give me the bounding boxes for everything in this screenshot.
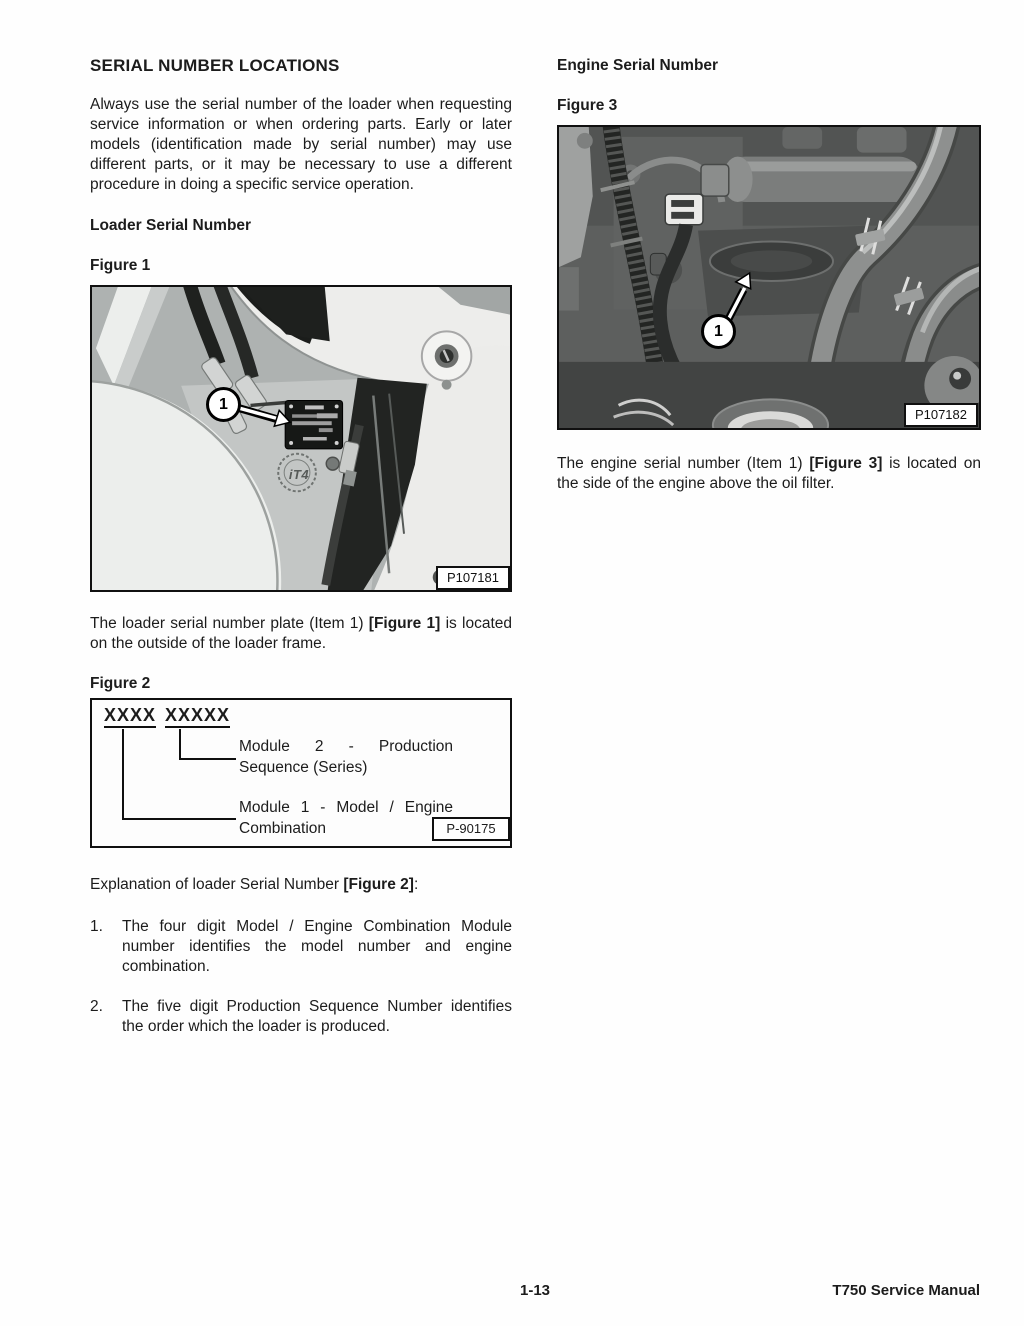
loader-frame-photo-illustration — [92, 287, 510, 590]
intro-paragraph: Always use the serial number of the loader when requesting service information or when ordering parts. Early or later models (identification made by serial number) may use different parts, or it may be necessary to use a different procedure in doing a specific service operation. — [90, 96, 512, 193]
list-item — [90, 997, 512, 1037]
list-item — [90, 917, 512, 977]
caption1-post: is located on the outside of the loader frame. — [90, 615, 513, 652]
loader-serial-heading: Loader Serial Number — [90, 217, 252, 234]
callout-1-number: 1 — [219, 395, 228, 413]
explanation-post: : — [413, 876, 419, 893]
figure2-diagram — [90, 698, 512, 848]
explanation-line — [90, 875, 512, 895]
figure1-caption — [90, 614, 512, 654]
figure2-photo-id: P-90175 — [432, 817, 510, 841]
caption1-figure-ref: [Figure 1] — [368, 615, 441, 632]
list-item-text: The four digit Model / Engine Combination Module number identifies the model number and engine combination. — [122, 918, 512, 975]
figure3-label: Figure 3 — [557, 97, 618, 114]
figure3-photo — [557, 125, 981, 430]
module1-connector-line — [122, 729, 236, 820]
caption3-pre: The engine serial number (Item 1) — [557, 455, 810, 472]
explanation-figure-ref: [Figure 2] — [343, 876, 414, 893]
figure1-photo-id: P107181 — [436, 566, 510, 590]
engine-serial-heading: Engine Serial Number — [557, 57, 719, 74]
explanation-pre: Explanation of loader Serial Number — [90, 876, 344, 893]
figure1-photo — [90, 285, 512, 592]
module1-mask: XXXX — [104, 705, 156, 728]
list-item-number: 1. — [90, 918, 103, 935]
figure1-label: Figure 1 — [90, 257, 151, 274]
page-footer — [90, 1282, 980, 1302]
callout-1-marker — [206, 387, 241, 422]
list-item-text: The five digit Production Sequence Number identifies the order which the loader is produced. — [122, 998, 512, 1035]
page-number: 1-13 — [519, 1282, 551, 1299]
caption3-post: is located on the side of the engine above the oil filter. — [557, 455, 981, 492]
manual-title: T750 Service Manual — [832, 1282, 980, 1299]
figure3-caption — [557, 454, 981, 494]
list-item-number: 2. — [90, 998, 103, 1015]
section-title: SERIAL NUMBER LOCATIONS — [90, 56, 340, 75]
engine-photo-illustration — [559, 127, 979, 428]
figure3-photo-id: P107182 — [904, 403, 978, 427]
module1-label: Module 1 - Model / Engine Combination — [239, 799, 453, 837]
caption1-pre: The loader serial number plate (Item 1) — [90, 615, 369, 632]
figure2-label: Figure 2 — [90, 675, 151, 692]
module2-label: Module 2 - Production Sequence (Series) — [239, 738, 453, 776]
callout-1-number: 1 — [714, 322, 723, 340]
serial-number-mask — [104, 705, 239, 728]
module2-mask: XXXXX — [165, 705, 230, 728]
it4-emblem: iT4 — [288, 467, 310, 482]
caption3-figure-ref: [Figure 3] — [809, 455, 883, 472]
callout-1-marker — [701, 314, 736, 349]
right-column — [557, 56, 981, 494]
left-column — [90, 56, 512, 1037]
